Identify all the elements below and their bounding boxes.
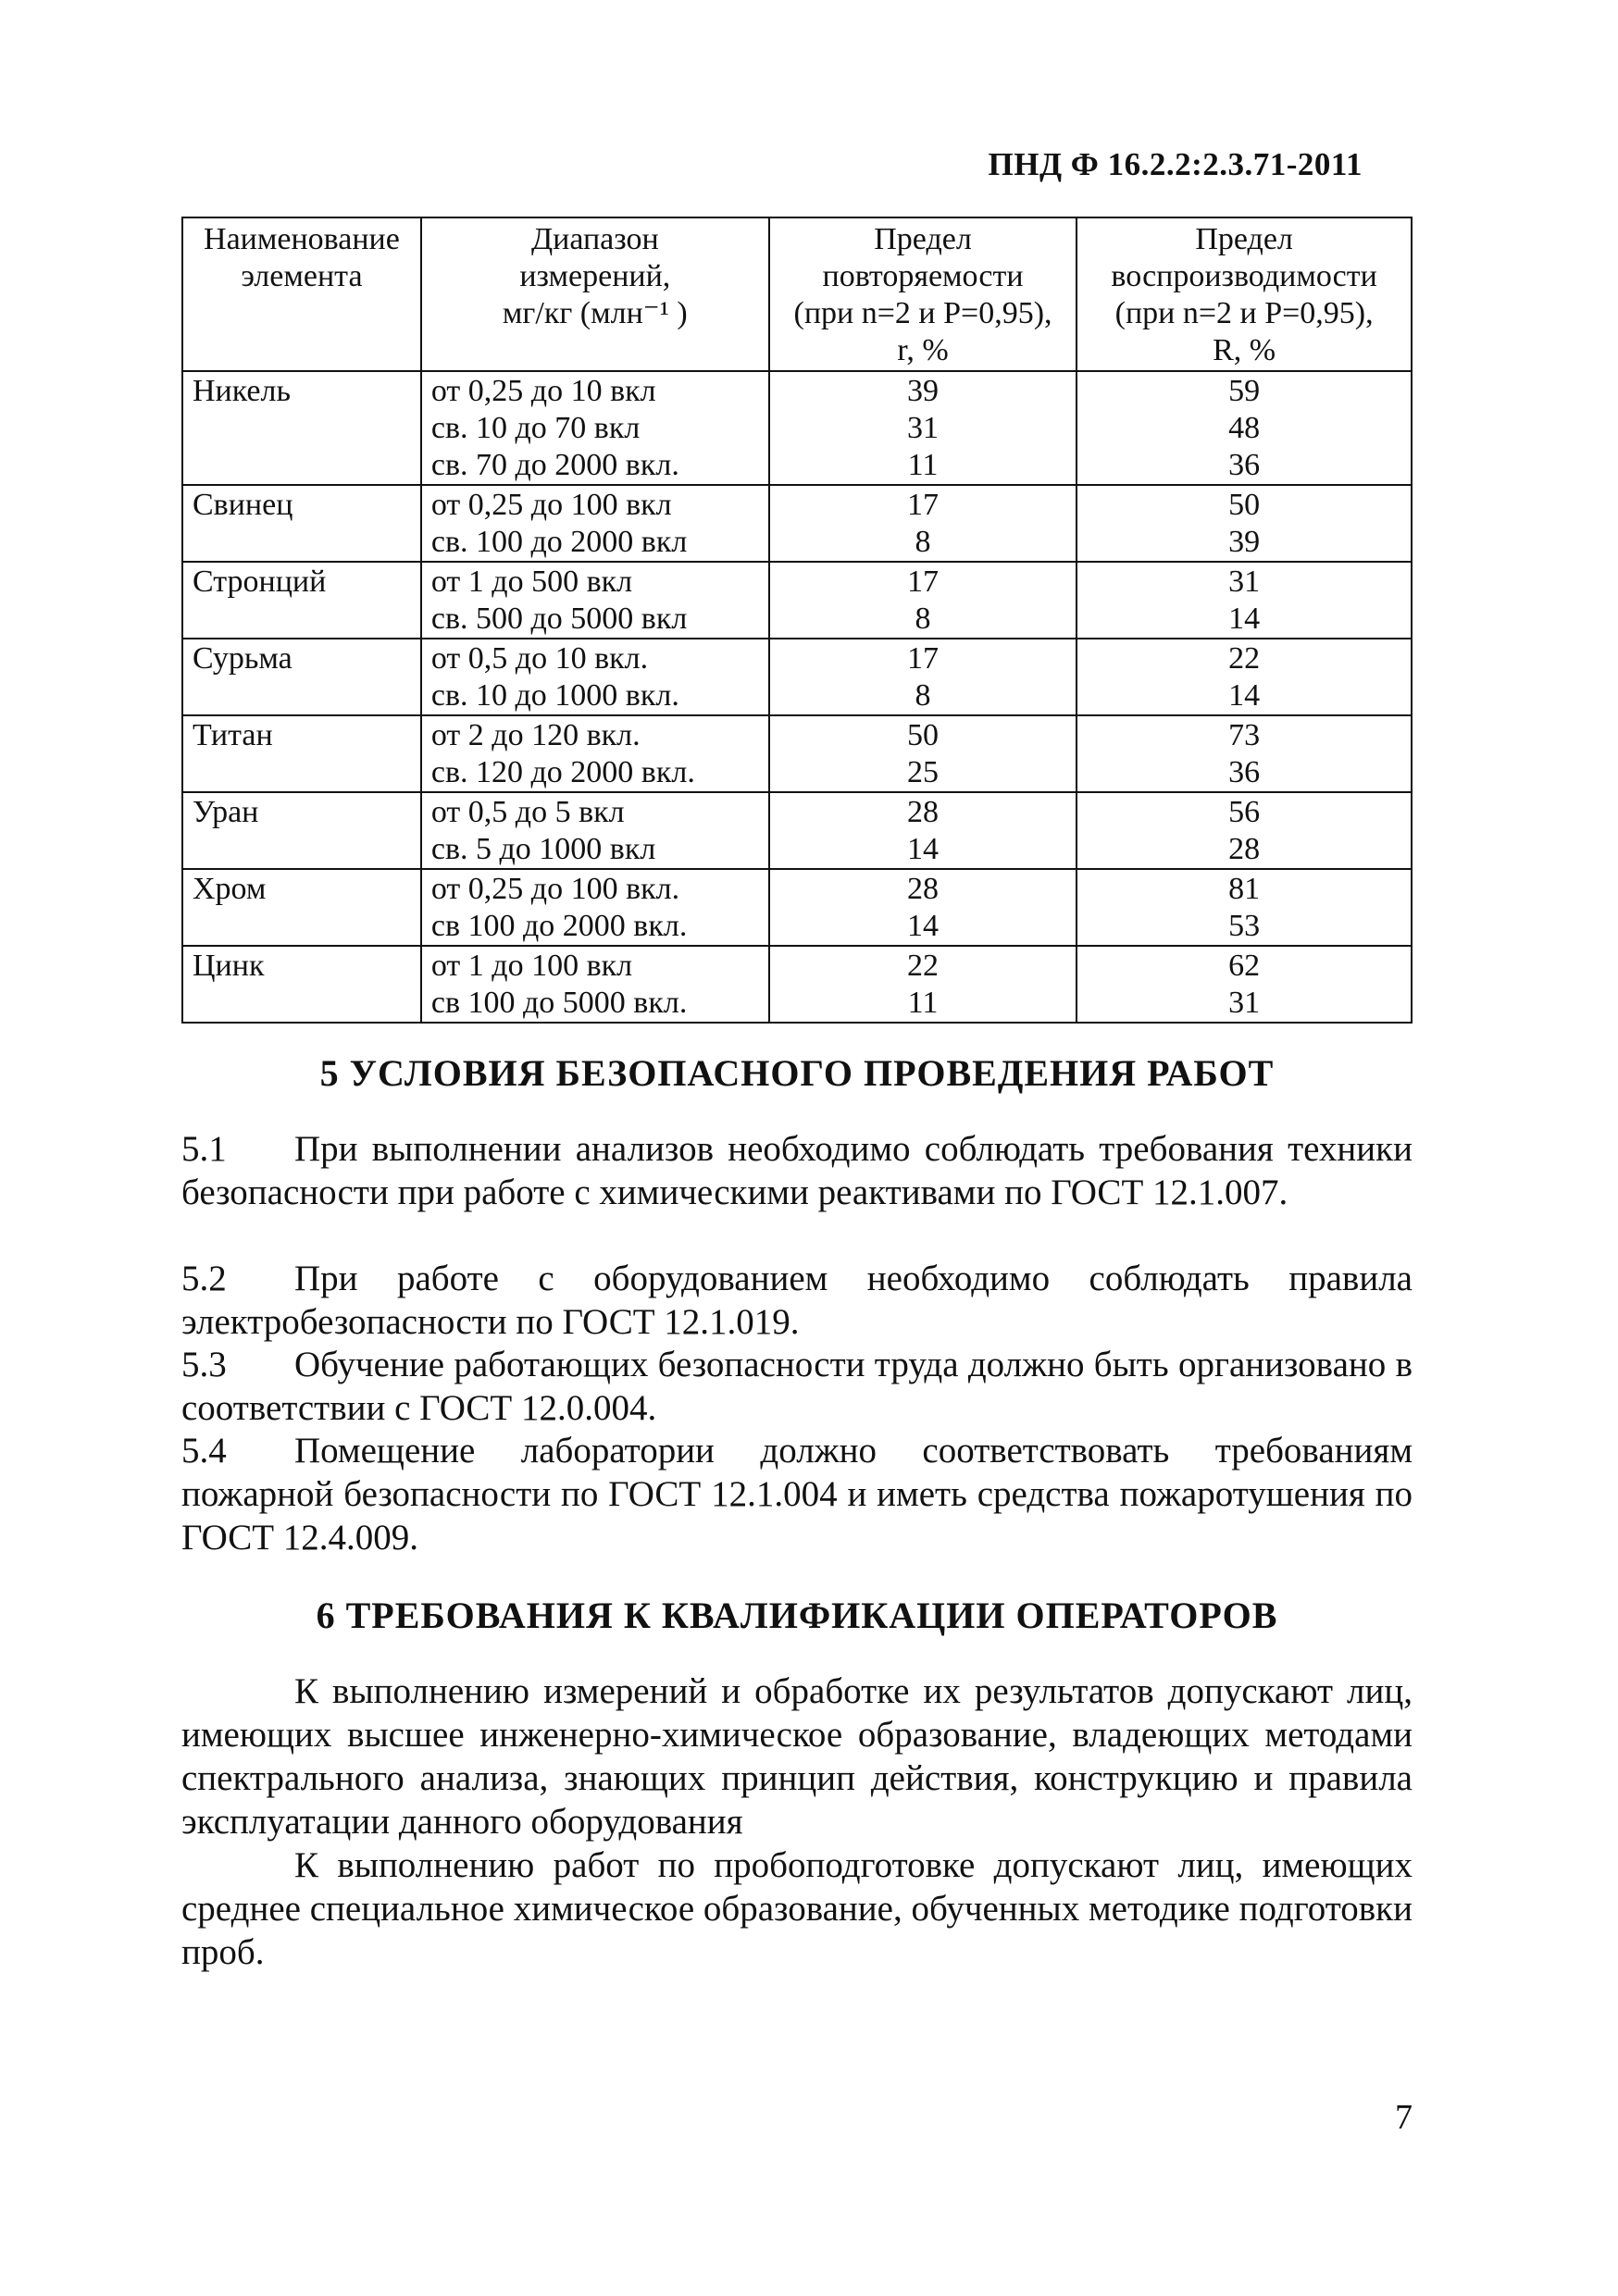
item-number: 5.4: [181, 1431, 227, 1471]
cell-range-value: от 0,25 до 10 вкл: [430, 374, 656, 408]
cell-repeatability-value: 17: [907, 565, 940, 599]
section-6-title: 6 ТРЕБОВАНИЯ К КВАЛИФИКАЦИИ ОПЕРАТОРОВ: [316, 1595, 1278, 1636]
cell-reproducibility-value: 56: [1228, 795, 1261, 829]
cell-range: [421, 869, 769, 946]
cell-repeatability-value: 28: [907, 872, 940, 906]
cell-range-value: от 2 до 120 вкл.: [430, 718, 641, 752]
cell-range-value: от 0,5 до 10 вкл.: [430, 641, 649, 676]
table-row: [182, 715, 1412, 792]
cell-repeatability-value: 8: [915, 678, 931, 713]
cell-reproducibility: [1077, 562, 1412, 639]
cell-range: [421, 639, 769, 715]
cell-reproducibility-value: 36: [1228, 448, 1261, 482]
cell-repeatability: [769, 946, 1077, 1023]
element-name: Свинец: [193, 488, 293, 522]
cell-range-value: св. 10 до 70 вкл: [430, 411, 641, 445]
document-code: ПНД Ф 16.2.2:2.3.71-2011: [988, 146, 1363, 182]
cell-reproducibility-value: 28: [1228, 832, 1261, 866]
cell-element: [182, 946, 421, 1023]
cell-element: [182, 371, 421, 485]
element-name: Титан: [193, 718, 273, 752]
cell-reproducibility: [1077, 715, 1412, 792]
element-name: Стронций: [193, 565, 327, 599]
header-element: [182, 217, 421, 371]
cell-reproducibility-value: 36: [1228, 755, 1261, 789]
cell-element: [182, 715, 421, 792]
cell-repeatability-value: 8: [915, 602, 931, 636]
cell-element: [182, 485, 421, 562]
item-text: Обучение работающих безопасности труда должно быть организовано в соответствии с ГОСТ 12.0.004.: [181, 1345, 1413, 1428]
cell-range: [421, 485, 769, 562]
element-name: Сурьма: [193, 641, 292, 676]
header-line: мг/кг (млн⁻¹ ): [502, 296, 688, 330]
cell-reproducibility-value: 14: [1228, 602, 1261, 636]
header-line: элемента: [241, 259, 363, 293]
cell-repeatability-value: 8: [915, 525, 931, 559]
cell-repeatability-value: 39: [907, 374, 940, 408]
paragraph-5-2: [181, 1257, 1413, 1344]
cell-repeatability-value: 11: [907, 986, 939, 1020]
item-text: При работе с оборудованием необходимо соблюдать правила электробезопасности по ГОСТ 12.1.019.: [181, 1259, 1413, 1342]
cell-reproducibility-value: 14: [1228, 678, 1261, 713]
cell-reproducibility-value: 50: [1228, 488, 1261, 522]
cell-range: [421, 946, 769, 1023]
cell-range: [421, 562, 769, 639]
header-line: R, %: [1213, 333, 1276, 367]
cell-repeatability: [769, 371, 1077, 485]
cell-reproducibility-value: 81: [1228, 872, 1261, 906]
cell-range-value: от 1 до 100 вкл: [430, 949, 633, 983]
cell-reproducibility-value: 73: [1228, 718, 1261, 752]
cell-repeatability: [769, 869, 1077, 946]
cell-reproducibility-value: 62: [1228, 949, 1261, 983]
cell-range-value: св. 120 до 2000 вкл.: [430, 755, 695, 789]
cell-reproducibility: [1077, 946, 1412, 1023]
table-header-row: [182, 217, 1412, 371]
header-repeatability: [769, 217, 1077, 371]
header-line: повторяемости: [822, 259, 1024, 293]
cell-element: [182, 562, 421, 639]
item-text: При выполнении анализов необходимо соблюдать требования техники безопасности при работе с химическими реактивами по ГОСТ 12.1.007.: [181, 1129, 1413, 1212]
cell-range: [421, 715, 769, 792]
cell-range-value: от 0,25 до 100 вкл.: [430, 872, 680, 906]
header-range: [421, 217, 769, 371]
cell-range-value: св 100 до 2000 вкл.: [430, 909, 688, 943]
cell-repeatability-value: 14: [907, 909, 940, 943]
paragraph-5-3: [181, 1343, 1413, 1430]
table-row: [182, 639, 1412, 715]
cell-reproducibility: [1077, 639, 1412, 715]
header-line: Предел: [874, 222, 972, 256]
cell-range-value: св. 100 до 2000 вкл: [430, 525, 688, 559]
cell-repeatability-value: 25: [907, 755, 940, 789]
cell-repeatability: [769, 715, 1077, 792]
header-line: (при n=2 и P=0,95),: [793, 296, 1052, 330]
cell-reproducibility: [1077, 869, 1412, 946]
header-line: r, %: [897, 333, 949, 367]
cell-repeatability-value: 22: [907, 949, 940, 983]
cell-range-value: св. 10 до 1000 вкл.: [430, 678, 679, 713]
header-line: Наименование: [204, 222, 400, 256]
cell-range-value: от 1 до 500 вкл: [430, 565, 633, 599]
cell-range-value: св. 5 до 1000 вкл: [430, 832, 656, 866]
cell-reproducibility-value: 53: [1228, 909, 1261, 943]
element-name: Цинк: [193, 949, 265, 983]
cell-element: [182, 792, 421, 869]
cell-reproducibility-value: 59: [1228, 374, 1261, 408]
cell-repeatability-value: 50: [907, 718, 940, 752]
table-row: [182, 562, 1412, 639]
paragraph-5-1: [181, 1127, 1413, 1214]
cell-repeatability-value: 17: [907, 641, 940, 676]
table-row: [182, 792, 1412, 869]
cell-repeatability-value: 14: [907, 832, 940, 866]
cell-range-value: от 0,5 до 5 вкл: [430, 795, 625, 829]
table-row: [182, 485, 1412, 562]
cell-range-value: св 100 до 5000 вкл.: [430, 986, 688, 1020]
cell-repeatability: [769, 639, 1077, 715]
cell-reproducibility: [1077, 792, 1412, 869]
header-line: Диапазон: [530, 222, 659, 256]
element-name: Хром: [193, 872, 267, 906]
cell-repeatability: [769, 792, 1077, 869]
cell-range-value: св. 70 до 2000 вкл.: [430, 448, 679, 482]
cell-repeatability: [769, 485, 1077, 562]
cell-reproducibility-value: 39: [1228, 525, 1261, 559]
table-body: [182, 371, 1412, 1023]
header-line: измерений,: [519, 259, 671, 293]
cell-range: [421, 792, 769, 869]
element-name: Никель: [193, 374, 291, 408]
header-line: воспроизводимости: [1111, 259, 1377, 293]
cell-repeatability-value: 17: [907, 488, 940, 522]
cell-reproducibility-value: 48: [1228, 411, 1261, 445]
page-number: 7: [1395, 2098, 1413, 2137]
element-name: Уран: [193, 795, 259, 829]
item-number: 5.1: [181, 1129, 227, 1169]
cell-repeatability: [769, 562, 1077, 639]
cell-range-value: св. 500 до 5000 вкл: [430, 602, 688, 636]
cell-repeatability-value: 28: [907, 795, 940, 829]
paragraph-5-4: [181, 1429, 1413, 1559]
table-row: [182, 869, 1412, 946]
item-text: Помещение лаборатории должно соответствовать требованиям пожарной безопасности по ГОСТ 12.1.004 и иметь средства пожаротушения по ГОСТ 12.4.009.: [181, 1431, 1413, 1558]
cell-element: [182, 869, 421, 946]
table-row: [182, 371, 1412, 485]
section-5-title: 5 УСЛОВИЯ БЕЗОПАСНОГО ПРОВЕДЕНИЯ РАБОТ: [319, 1052, 1275, 1094]
cell-element: [182, 639, 421, 715]
cell-repeatability-value: 31: [907, 411, 940, 445]
table-row: [182, 946, 1412, 1023]
cell-reproducibility: [1077, 371, 1412, 485]
header-reproducibility: [1077, 217, 1412, 371]
cell-reproducibility-value: 31: [1228, 565, 1261, 599]
cell-reproducibility-value: 22: [1228, 641, 1261, 676]
cell-reproducibility-value: 31: [1228, 986, 1261, 1020]
paragraph-6-1: К выполнению измерений и обработке их результатов допускают лиц, имеющих высшее инженерно-химическое образование, владеющих методами спектрального анализа, знающих принцип действия, конструкцию и правила эксплуатации данного оборудования: [181, 1671, 1413, 1842]
paragraph-6-2: К выполнению работ по пробоподготовке допускают лиц, имеющих среднее специальное химическое образование, обученных методике подготовки проб.: [181, 1845, 1413, 1972]
cell-repeatability-value: 11: [907, 448, 939, 482]
header-line: (при n=2 и P=0,95),: [1114, 296, 1374, 330]
header-line: Предел: [1195, 222, 1293, 256]
cell-range: [421, 371, 769, 485]
item-number: 5.3: [181, 1345, 227, 1384]
precision-table: [181, 217, 1413, 1024]
cell-reproducibility: [1077, 485, 1412, 562]
item-number: 5.2: [181, 1259, 227, 1298]
cell-range-value: от 0,25 до 100 вкл: [430, 488, 672, 522]
